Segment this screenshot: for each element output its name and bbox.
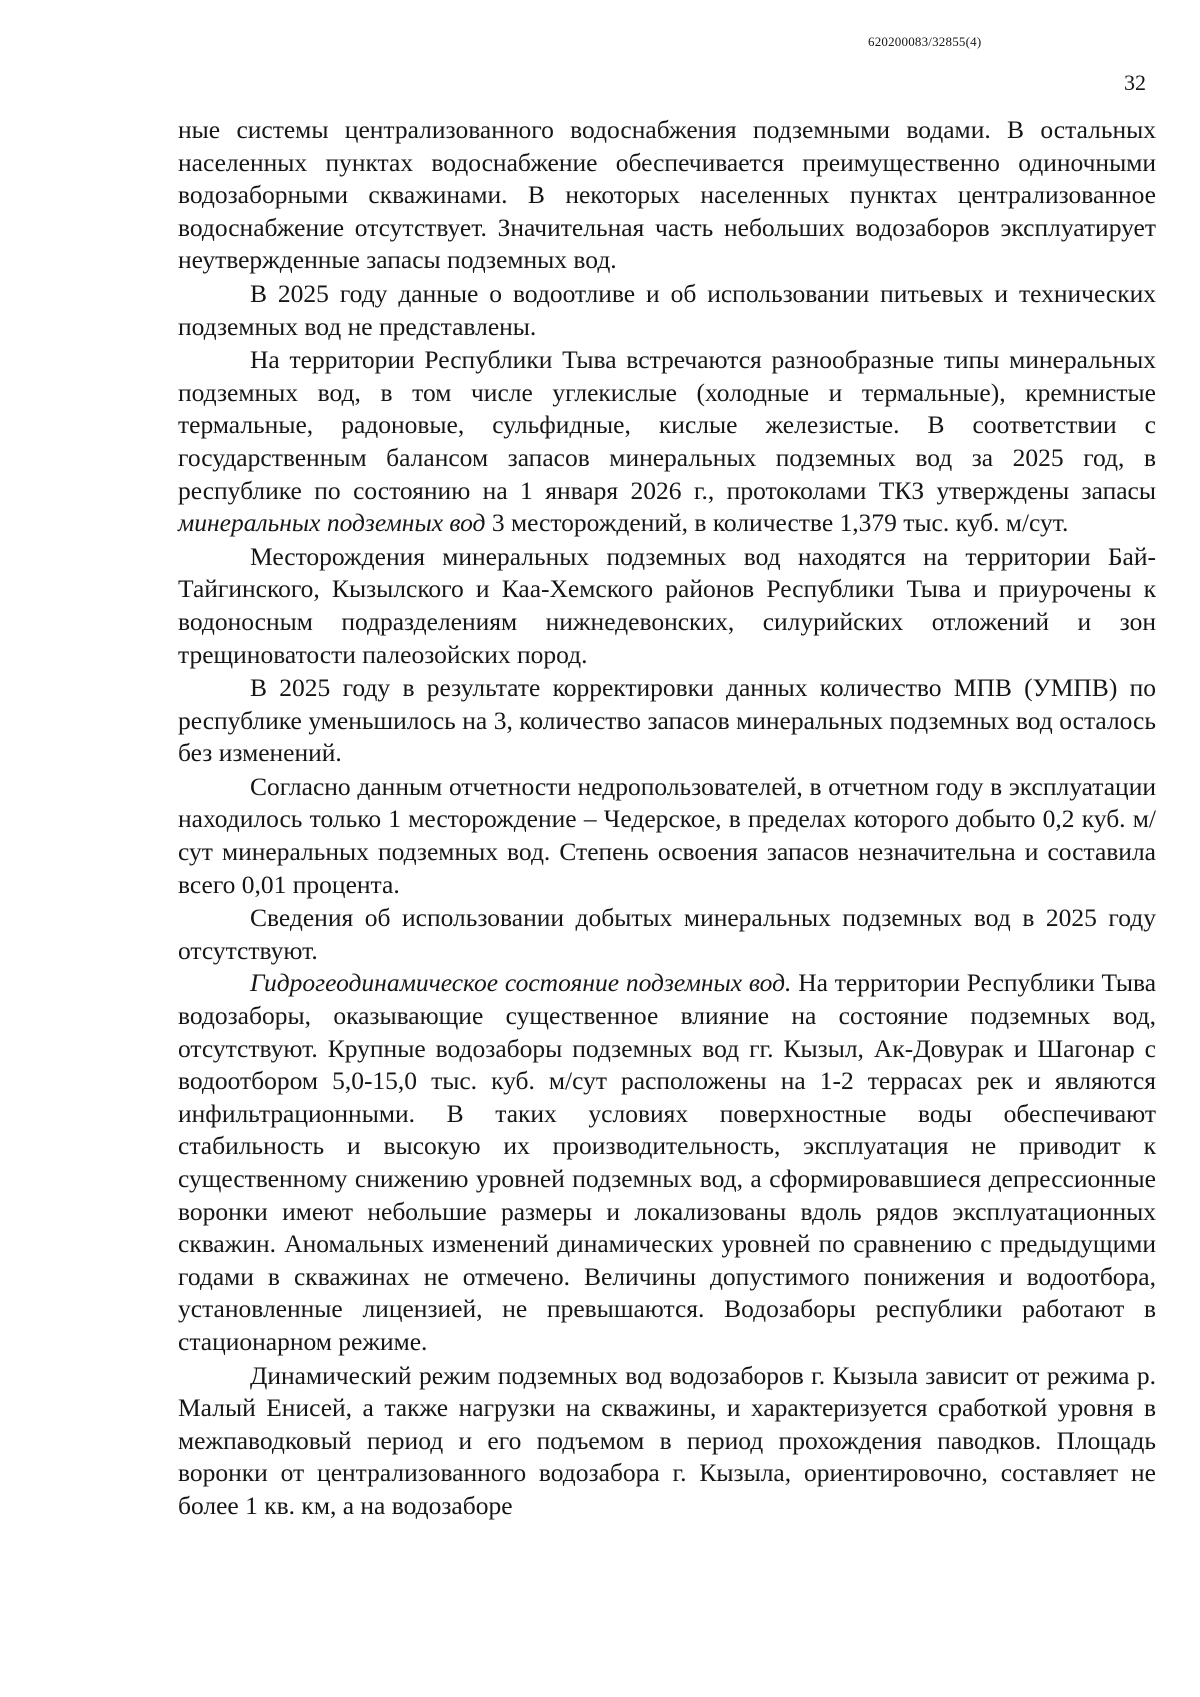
paragraph-8-text: На территории Республики Тыва водозаборы, оказывающие существенное влияние на состояние подземных вод, отсутствуют. Крупные водозаборы подземных вод гг. Кызыл, Ак-Довурак и Шагонар с водоотбором 5,0-15,0 тыс. куб. м/сут расположены на 1-2 террасах рек и являются инфильтрационными. В таких условиях поверхностные воды обеспечивают стабильность и высокую их производительность, эксплуатация не приводит к существенному снижению уровней подземных вод, а сформировавшиеся депрессионные воронки имеют небольшие размеры и локализованы вдоль рядов эксплуатационных скважин. Аномальных изменений динамических уровней по сравнению с предыдущими годами в скважинах не отмечено. Величины допустимого понижения и водоотбора, установленные лицензией, не превышаются. Водозаборы республики работают в стационарном режиме.	[178, 968, 1157, 1356]
paragraph-5: В 2025 году в результате корректировки данных количество МПВ (УМПВ) по республике уменьшилось на 3, количество запасов минеральных подземных вод осталось без изменений.	[178, 673, 1156, 768]
paragraph-2: В 2025 году данные о водоотливе и об использовании питьевых и технических подземных вод не представлены.	[178, 278, 1156, 341]
page-number: 32	[1124, 70, 1146, 95]
document-id: 620200083/32855(4)	[868, 34, 982, 49]
paragraph-3-emphasis: минеральных подземных вод	[178, 508, 486, 538]
paragraph-8	[178, 967, 1156, 1358]
paragraph-7: Сведения об использовании добытых минеральных подземных вод в 2025 году отсутствуют.	[178, 903, 1156, 965]
paragraph-1: ные системы централизованного водоснабжения подземными водами. В остальных населенных пунктах водоснабжение обеспечивается преимущественно одиночными водозаборными скважинами. В некоторых населенных пунктах централизованное водоснабжение отсутствует. Значительная часть небольших водозаборов эксплуатирует неутвержденные запасы подземных вод.	[178, 115, 1156, 275]
paragraph-3	[178, 344, 1156, 540]
document-body	[178, 114, 1156, 1523]
paragraph-3-text-start: На территории Республики Тыва встречаются разнообразные типы минеральных подземных вод, в том числе углекислые (холодные и термальные), кремнистые термальные, радоновые, сульфидные, кислые железистые. В соответствии с государственным балансом запасов минеральных подземных вод за 2025 год, в республике по состоянию на 1 января 2026 г., протоколами ТКЗ утверждены запасы	[178, 345, 1156, 505]
paragraph-4: Месторождения минеральных подземных вод находятся на территории Бай-Тайгинского, Кызылского и Каа-Хемского районов Республики Тыва и приурочены к водоносным подразделениям нижнедевонских, силурийских отложений и зон трещиноватости палеозойских пород.	[178, 541, 1156, 669]
paragraph-6: Согласно данным отчетности недропользователей, в отчетном году в эксплуатации находилось только 1 месторождение – Чедерское, в пределах которого добыто 0,2 куб. м/сут минеральных подземных вод. Степень освоения запасов незначительна и составила всего 0,01 процента.	[178, 771, 1156, 899]
paragraph-9: Динамический режим подземных вод водозаборов г. Кызыла зависит от режима р. Малый Енисей, а также нагрузки на скважины, и характеризуется сработкой уровня в межпаводковый период и его подъемом в период прохождения паводков. Площадь воронки от централизованного водозабора г. Кызыла, ориентировочно, составляет не более 1 кв. км, а на водозаборе	[178, 1360, 1156, 1520]
paragraph-3-text-end: 3 месторождений, в количестве 1,379 тыс. куб. м/сут.	[485, 508, 1069, 538]
section-heading-hydrogeodynamic: Гидрогеодинамическое состояние подземных вод.	[250, 968, 792, 998]
